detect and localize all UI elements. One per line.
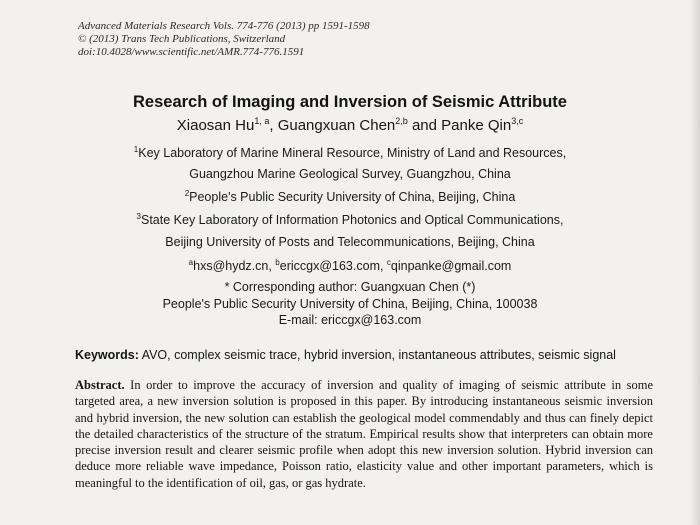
keywords-text: AVO, complex seismic trace, hybrid inversion, instantaneous attributes, seismic signal bbox=[138, 348, 616, 362]
affiliation-1-line-1 bbox=[0, 145, 700, 160]
corresponding-email: E-mail: ericcgx@163.com bbox=[278, 313, 422, 327]
abstract bbox=[75, 377, 653, 491]
affiliation-marker: 3 bbox=[136, 212, 141, 221]
page-edge-shadow bbox=[690, 0, 700, 525]
journal-info bbox=[78, 20, 370, 59]
affiliation-3-line-2: Beijing University of Posts and Telecommunications, Beijing, China bbox=[165, 235, 535, 249]
affiliation-text: Key Laboratory of Marine Mineral Resource, Ministry of Land and Resources, bbox=[138, 146, 567, 161]
corresponding-address: People's Public Security University of China, Beijing, China, 100038 bbox=[162, 297, 538, 311]
affiliation-text: State Key Laboratory of Information Photonics and Optical Communications, bbox=[141, 213, 564, 228]
corresponding-author: * Corresponding author: Guangxuan Chen (*) bbox=[224, 280, 476, 294]
email-address: hxs@hydz.cn, bbox=[193, 259, 276, 274]
author-affiliation-marker: 2,b bbox=[395, 116, 408, 126]
affiliation-text: People's Public Security University of China, Beijing, China bbox=[189, 190, 516, 205]
author-name: Guangxuan Chen bbox=[277, 117, 396, 134]
author-separator: , bbox=[269, 117, 278, 134]
author-emails bbox=[0, 258, 700, 273]
affiliation-2 bbox=[0, 189, 700, 204]
email-marker: b bbox=[275, 258, 280, 267]
journal-doi: doi:10.4028/www.scientific.net/AMR.774-776.1591 bbox=[78, 46, 305, 58]
affiliation-marker: 1 bbox=[133, 145, 139, 154]
affiliation-1-line-2: Guangzhou Marine Geological Survey, Guangzhou, China bbox=[189, 167, 511, 181]
author-list bbox=[0, 116, 700, 134]
author-affiliation-marker: 1, a bbox=[254, 116, 270, 126]
author-affiliation-marker: 3,c bbox=[511, 116, 524, 126]
email-marker: a bbox=[188, 258, 194, 267]
abstract-label: Abstract. bbox=[75, 378, 125, 392]
abstract-text: In order to improve the accuracy of inversion and quality of imaging of seismic attribute in some targeted area, a new inversion solution is proposed in this paper. By introducing instantaneous seismic inversion and hybrid inversion, the new solution can establish the geological model commendably and thus can finely depict the detailed characteristics of the structure of the stratum. Empirical results show that interpreters can obtain more precise inversion result and clearer seismic profile when adopt this new inversion solution. Hybrid inversion can deduce more reliable wave impedance, Poisson ratio, elasticity value and other important parameters, which is meaningful to the identification of oil, gas, or gas hydrate. bbox=[75, 378, 653, 490]
keywords-label: Keywords: bbox=[75, 348, 139, 362]
keywords bbox=[75, 348, 616, 362]
email-address: ericcgx@163.com, bbox=[279, 259, 387, 274]
email-marker: c bbox=[386, 258, 391, 267]
email-address: qinpanke@gmail.com bbox=[390, 259, 512, 274]
author-name: Xiaosan Hu bbox=[176, 117, 255, 134]
author-name: Panke Qin bbox=[441, 117, 512, 134]
journal-copyright: © (2013) Trans Tech Publications, Switzerland bbox=[78, 33, 286, 45]
affiliation-3-line-1 bbox=[0, 212, 700, 227]
affiliation-marker: 2 bbox=[184, 189, 190, 198]
paper-title: Research of Imaging and Inversion of Seismic Attribute bbox=[133, 93, 567, 111]
author-separator: and bbox=[407, 117, 442, 134]
journal-citation: Advanced Materials Research Vols. 774-776 (2013) pp 1591-1598 bbox=[78, 20, 370, 32]
